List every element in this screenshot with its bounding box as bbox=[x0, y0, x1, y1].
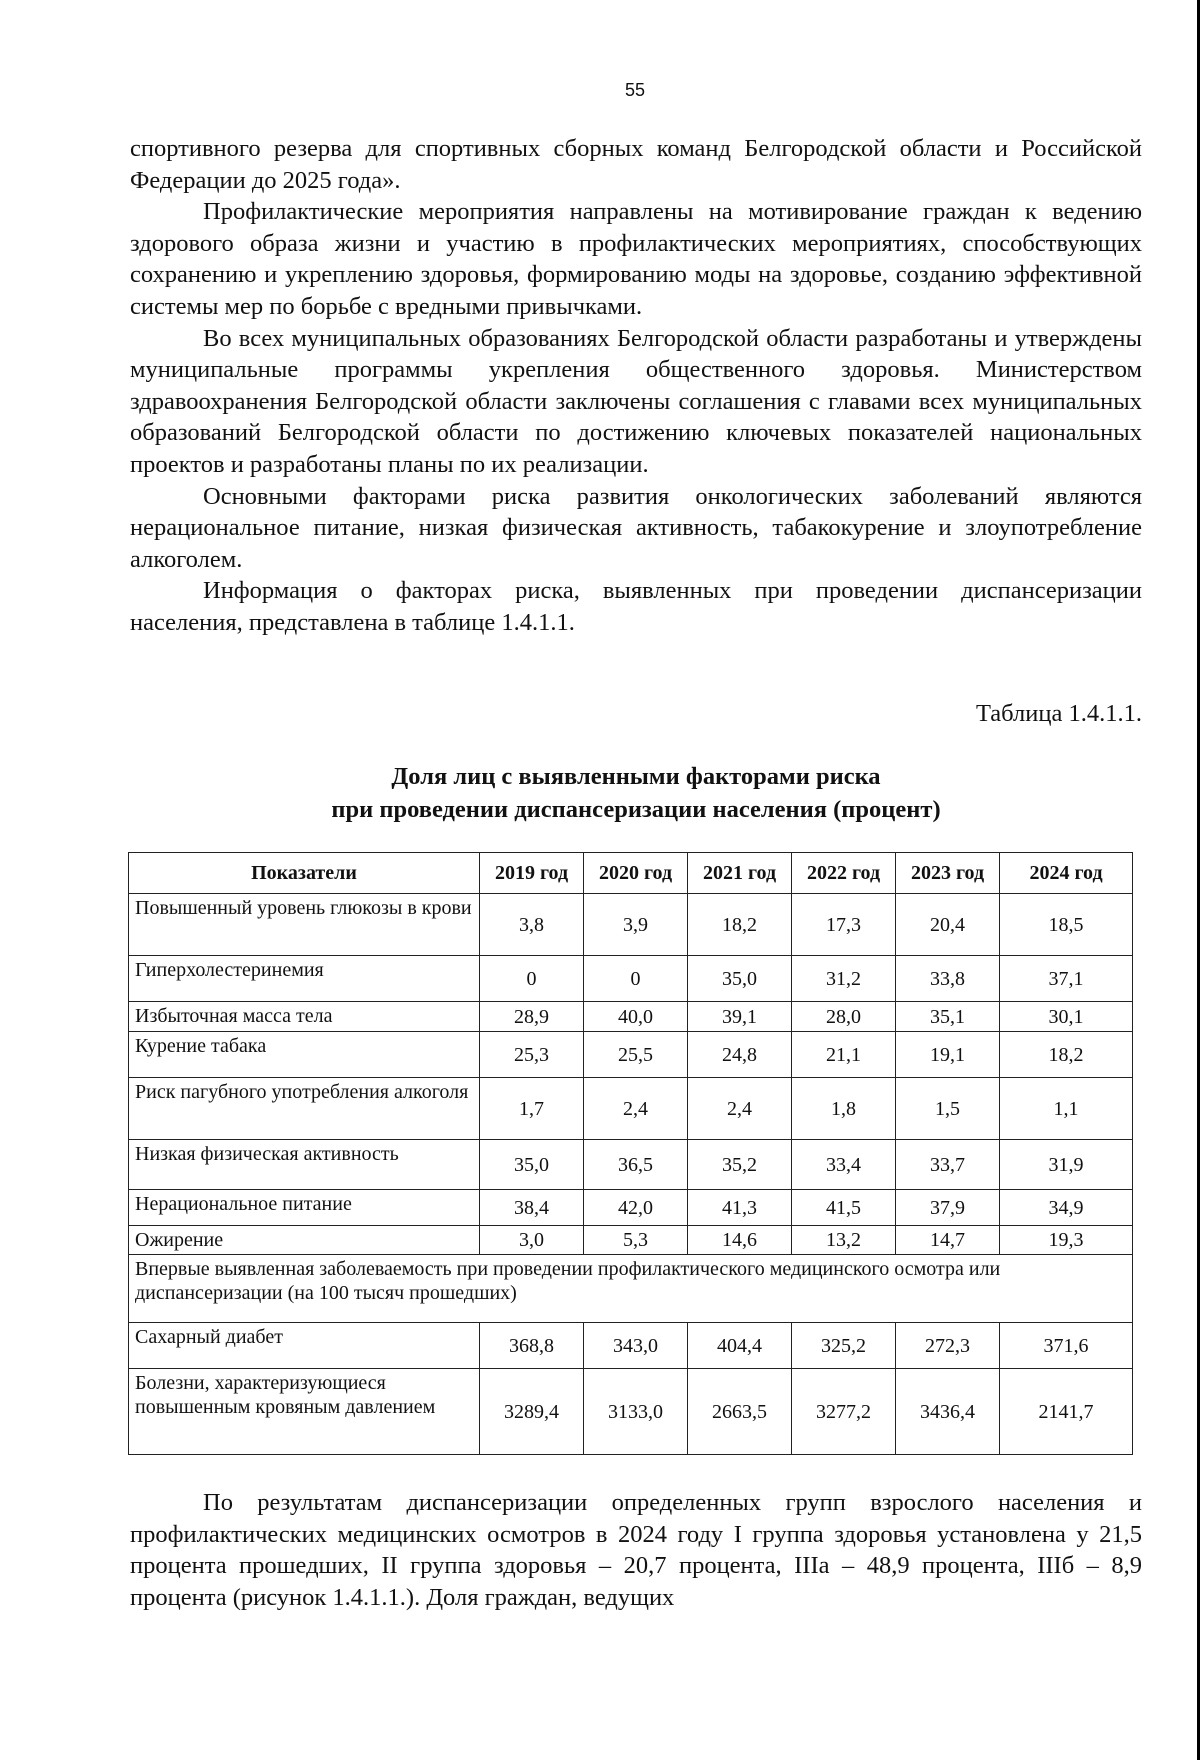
table-cell: 17,3 bbox=[792, 894, 896, 956]
row-label: Нерациональное питание bbox=[129, 1190, 480, 1226]
table-cell: 1,1 bbox=[1000, 1078, 1133, 1140]
table-cell: 3436,4 bbox=[896, 1369, 1000, 1455]
row-label: Сахарный диабет bbox=[129, 1323, 480, 1369]
table-cell: 0 bbox=[480, 956, 584, 1002]
table-cell: 325,2 bbox=[792, 1323, 896, 1369]
table-cell: 3,8 bbox=[480, 894, 584, 956]
table-cell: 3,9 bbox=[584, 894, 688, 956]
table-cell: 31,2 bbox=[792, 956, 896, 1002]
table-cell: 25,5 bbox=[584, 1032, 688, 1078]
row-label: Гиперхолестеринемия bbox=[129, 956, 480, 1002]
table-cell: 1,8 bbox=[792, 1078, 896, 1140]
table-cell: 28,0 bbox=[792, 1002, 896, 1032]
paragraph: Основными факторами риска развития онкологических заболеваний являются нерациональное питание, низкая физическая активность, табакокурение и злоупотребление алкоголем. bbox=[130, 482, 1142, 573]
table-title-line: при проведении диспансеризации населения (процент) bbox=[331, 796, 941, 823]
table-cell: 35,0 bbox=[688, 956, 792, 1002]
table-cell: 3289,4 bbox=[480, 1369, 584, 1455]
table-row bbox=[129, 1323, 1133, 1369]
table-cell: 3133,0 bbox=[584, 1369, 688, 1455]
table-cell: 40,0 bbox=[584, 1002, 688, 1032]
table-cell: 404,4 bbox=[688, 1323, 792, 1369]
table-row bbox=[129, 1190, 1133, 1226]
table-row bbox=[129, 1140, 1133, 1190]
table-cell: 37,1 bbox=[1000, 956, 1133, 1002]
paragraph: Информация о факторах риска, выявленных при проведении диспансеризации населения, представлена в таблице 1.4.1.1. bbox=[130, 577, 1142, 636]
table-cell: 18,5 bbox=[1000, 894, 1133, 956]
column-header: 2022 год bbox=[792, 853, 896, 894]
row-label: Избыточная масса тела bbox=[129, 1002, 480, 1032]
row-label: Ожирение bbox=[129, 1226, 480, 1255]
table-cell: 37,9 bbox=[896, 1190, 1000, 1226]
table-cell: 33,4 bbox=[792, 1140, 896, 1190]
table-cell: 30,1 bbox=[1000, 1002, 1133, 1032]
table-cell: 5,3 bbox=[584, 1226, 688, 1255]
risk-factors-table bbox=[128, 852, 1133, 1455]
column-header: 2021 год bbox=[688, 853, 792, 894]
row-label: Курение табака bbox=[129, 1032, 480, 1078]
table-cell: 272,3 bbox=[896, 1323, 1000, 1369]
table-cell: 18,2 bbox=[688, 894, 792, 956]
table-cell: 39,1 bbox=[688, 1002, 792, 1032]
table-row bbox=[129, 894, 1133, 956]
table-cell: 24,8 bbox=[688, 1032, 792, 1078]
table-cell: 368,8 bbox=[480, 1323, 584, 1369]
column-header: 2019 год bbox=[480, 853, 584, 894]
table-title-line: Доля лиц с выявленными факторами риска bbox=[391, 763, 881, 790]
row-label: Риск пагубного употребления алкоголя bbox=[129, 1078, 480, 1140]
table-row bbox=[129, 1002, 1133, 1032]
table-cell: 31,9 bbox=[1000, 1140, 1133, 1190]
table-cell: 14,7 bbox=[896, 1226, 1000, 1255]
table-row bbox=[129, 1032, 1133, 1078]
table-cell: 42,0 bbox=[584, 1190, 688, 1226]
page-number: 55 bbox=[624, 80, 646, 100]
table-cell: 41,5 bbox=[792, 1190, 896, 1226]
table-cell: 2141,7 bbox=[1000, 1369, 1133, 1455]
table-cell: 13,2 bbox=[792, 1226, 896, 1255]
paragraph: Во всех муниципальных образованиях Белгородской области разработаны и утверждены муниципальные программы укрепления общественного здоровья. Министерством здравоохранения Белгородской области заключены соглашения с главами всех муниципальных образований Белгородской области по достижению ключевых показателей национальных проектов и разработаны планы по их реализации. bbox=[130, 324, 1142, 478]
row-label: Болезни, характеризующиеся повышенным кровяным давлением bbox=[129, 1369, 480, 1455]
table-cell: 3277,2 bbox=[792, 1369, 896, 1455]
table-cell: 33,8 bbox=[896, 956, 1000, 1002]
table-cell: 18,2 bbox=[1000, 1032, 1133, 1078]
table-row bbox=[129, 1226, 1133, 1255]
table-cell: 14,6 bbox=[688, 1226, 792, 1255]
table-cell: 1,7 bbox=[480, 1078, 584, 1140]
table-cell: 371,6 bbox=[1000, 1323, 1133, 1369]
table-cell: 21,1 bbox=[792, 1032, 896, 1078]
column-header: Показатели bbox=[129, 853, 480, 894]
table-cell: 35,0 bbox=[480, 1140, 584, 1190]
table-cell: 343,0 bbox=[584, 1323, 688, 1369]
paragraph: Профилактические мероприятия направлены на мотивирование граждан к ведению здорового образа жизни и участию в профилактических мероприятиях, способствующих сохранению и укреплению здоровья, формированию моды на здоровье, созданию эффективной системы мер по борьбе с вредными привычками. bbox=[130, 198, 1142, 320]
table-cell: 28,9 bbox=[480, 1002, 584, 1032]
column-header: 2020 год bbox=[584, 853, 688, 894]
table-title bbox=[130, 760, 1142, 826]
table-label: Таблица 1.4.1.1. bbox=[975, 700, 1142, 727]
table-cell: 36,5 bbox=[584, 1140, 688, 1190]
column-header: 2024 год bbox=[1000, 853, 1133, 894]
column-header: 2023 год bbox=[896, 853, 1000, 894]
table-cell: 41,3 bbox=[688, 1190, 792, 1226]
table-row bbox=[129, 956, 1133, 1002]
row-label: Повышенный уровень глюкозы в крови bbox=[129, 894, 480, 956]
table-cell: 25,3 bbox=[480, 1032, 584, 1078]
table-cell: 20,4 bbox=[896, 894, 1000, 956]
paragraph: По результатам диспансеризации определенных групп взрослого населения и профилактических медицинских осмотров в 2024 году I группа здоровья установлена у 21,5 процента прошедших, II группа здоровья – 20,7 процента, IIIа – 48,9 процента, IIIб – 8,9 процента (рисунок 1.4.1.1.). Доля граждан, ведущих bbox=[130, 1489, 1142, 1611]
table-cell: 34,9 bbox=[1000, 1190, 1133, 1226]
table-cell: 19,1 bbox=[896, 1032, 1000, 1078]
table-cell: 35,1 bbox=[896, 1002, 1000, 1032]
body-text bbox=[130, 133, 1142, 639]
table-cell: 2663,5 bbox=[688, 1369, 792, 1455]
table-cell: 33,7 bbox=[896, 1140, 1000, 1190]
paragraph: спортивного резерва для спортивных сборных команд Белгородской области и Российской Федерации до 2025 года». bbox=[130, 135, 1142, 194]
body-text-after-table bbox=[130, 1487, 1142, 1613]
table-cell: 35,2 bbox=[688, 1140, 792, 1190]
table-cell: 19,3 bbox=[1000, 1226, 1133, 1255]
table-header-row bbox=[129, 853, 1133, 894]
table-row bbox=[129, 1078, 1133, 1140]
row-label: Низкая физическая активность bbox=[129, 1140, 480, 1190]
table-section-row bbox=[129, 1255, 1133, 1323]
table-cell: 38,4 bbox=[480, 1190, 584, 1226]
section-heading: Впервые выявленная заболеваемость при проведении профилактического медицинского осмотра или диспансеризации (на 100 тысяч прошедших) bbox=[129, 1255, 1133, 1323]
table-cell: 2,4 bbox=[584, 1078, 688, 1140]
table-cell: 1,5 bbox=[896, 1078, 1000, 1140]
table-cell: 3,0 bbox=[480, 1226, 584, 1255]
table-cell: 0 bbox=[584, 956, 688, 1002]
table-row bbox=[129, 1369, 1133, 1455]
table-cell: 2,4 bbox=[688, 1078, 792, 1140]
